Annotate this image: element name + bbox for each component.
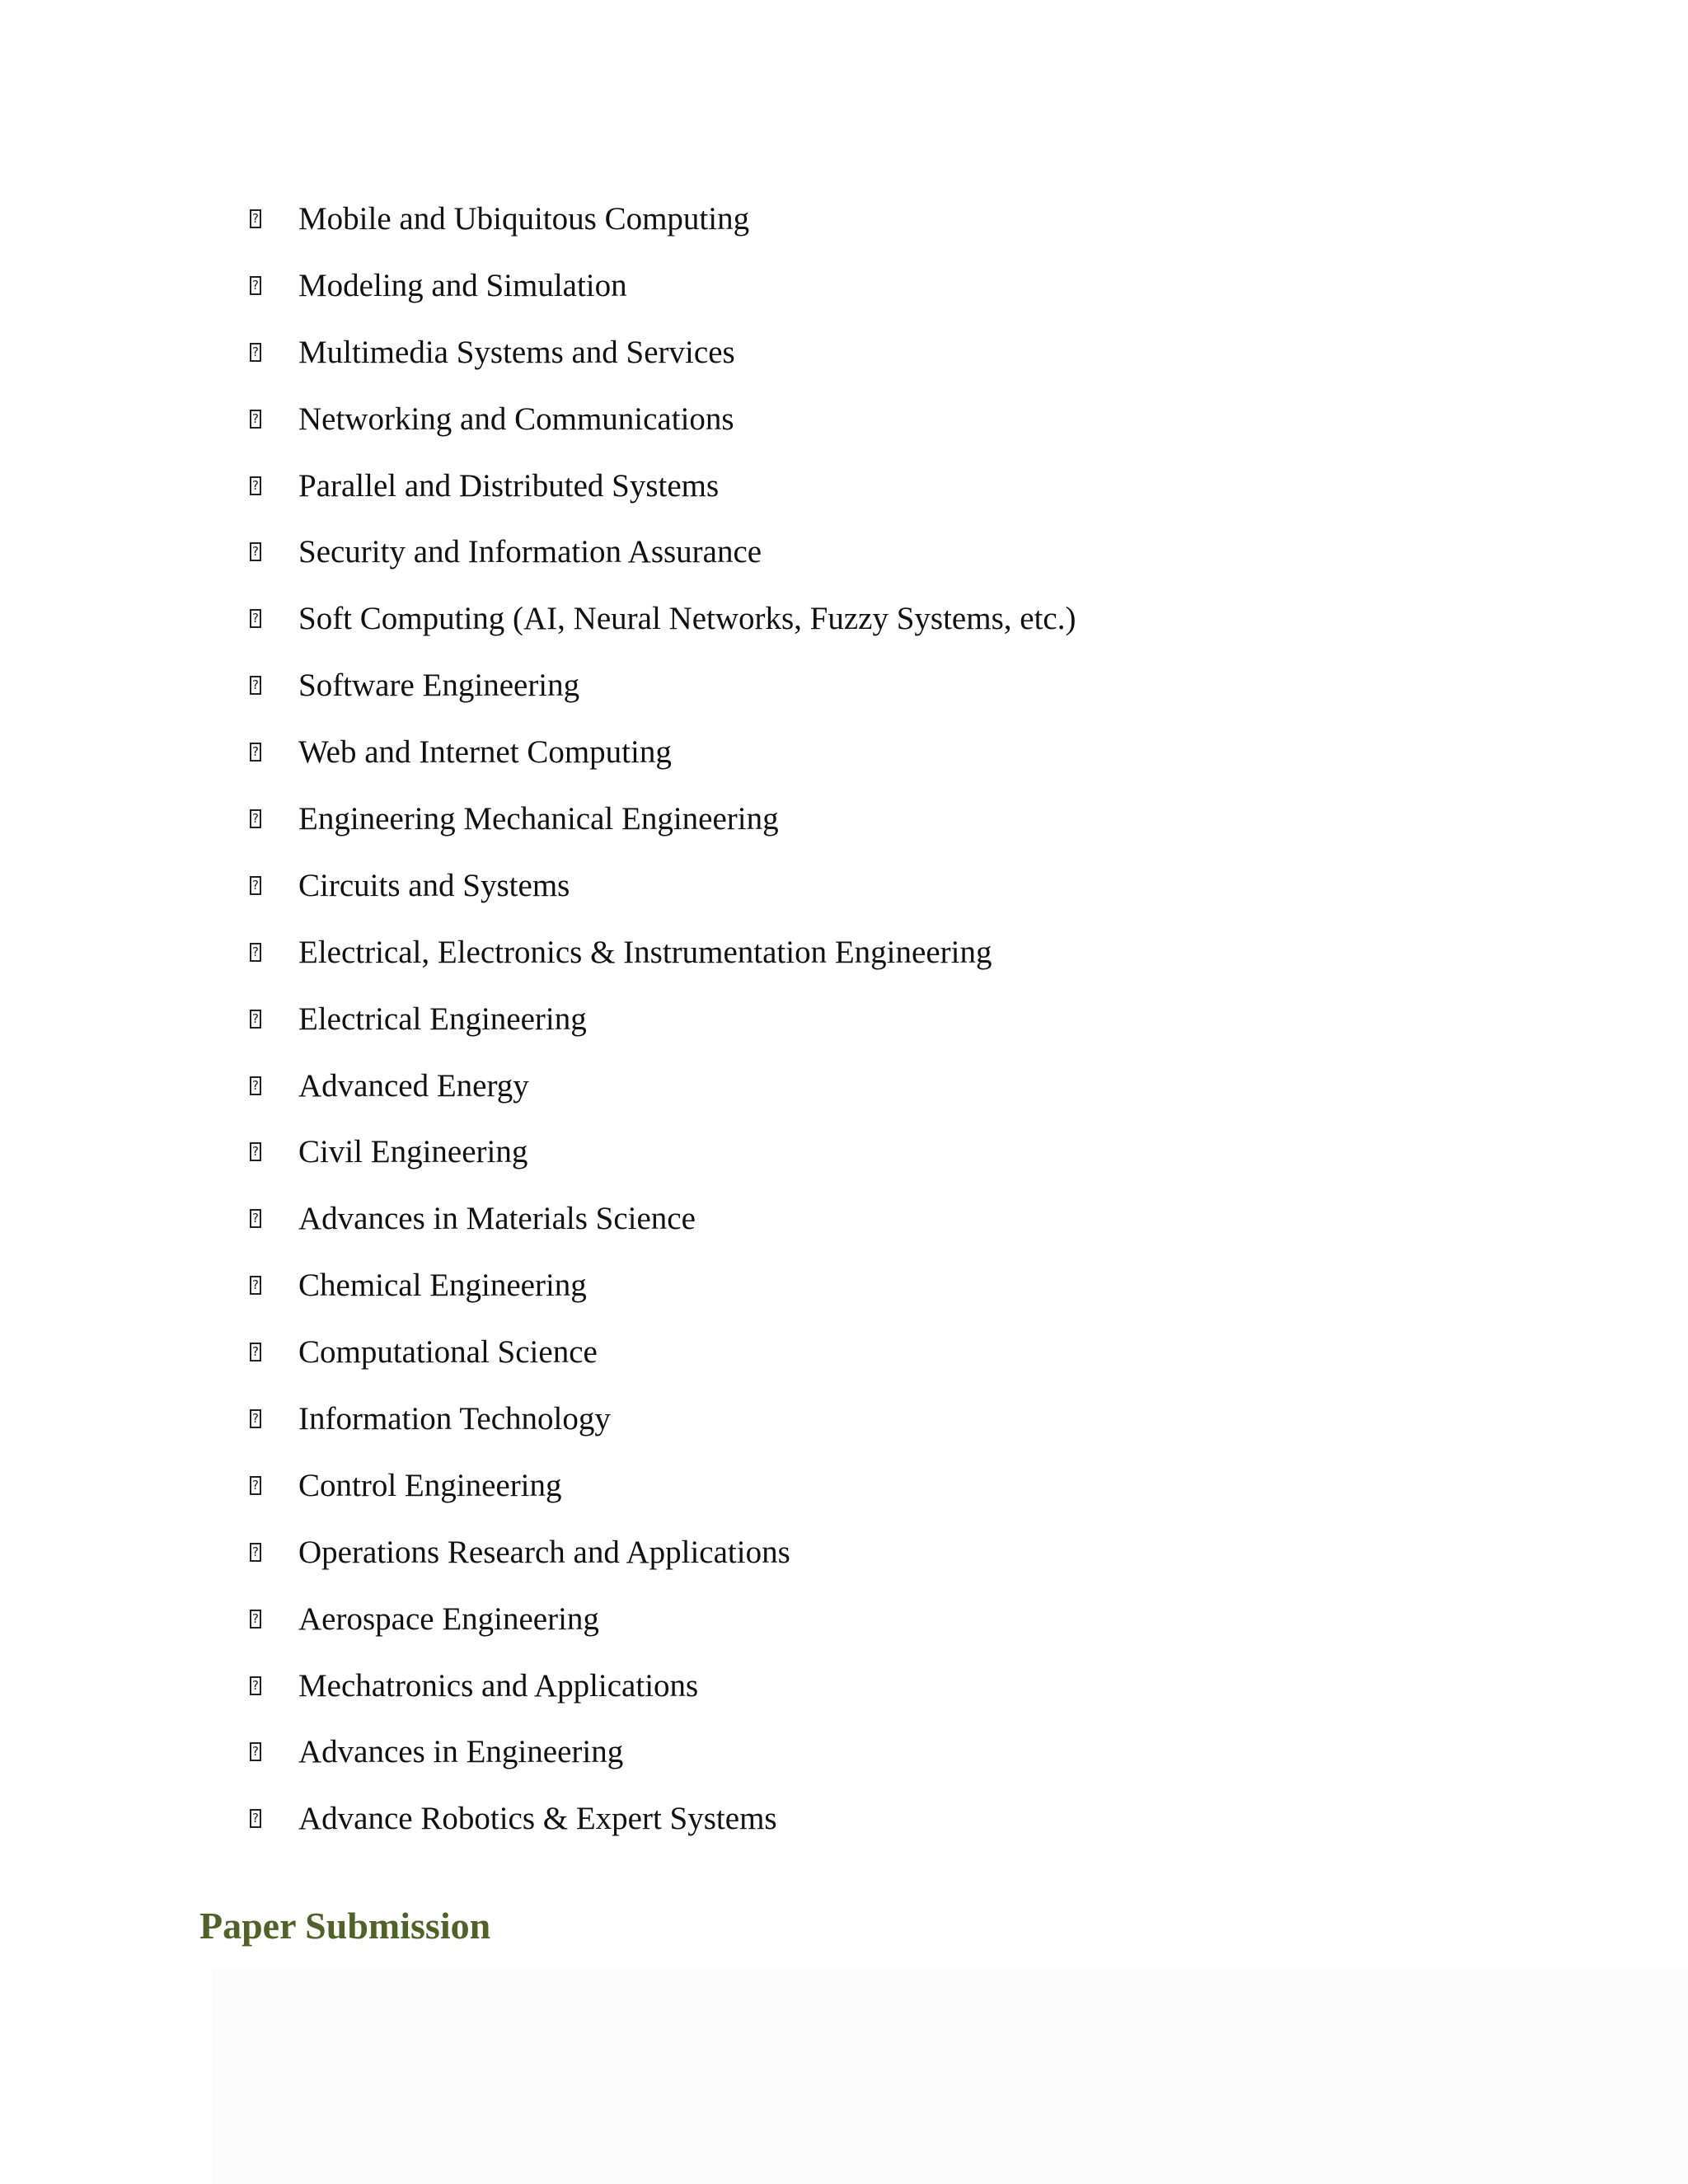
list-item-label: Software Engineering xyxy=(298,668,580,704)
list-item xyxy=(0,190,1688,257)
bullet-icon: ? xyxy=(250,1010,261,1029)
bullet-icon: ? xyxy=(250,542,261,561)
list-item-label: Electrical Engineering xyxy=(298,1001,587,1037)
list-item xyxy=(0,1190,1688,1257)
content-panel xyxy=(212,1967,1688,2184)
bullet-icon: ? xyxy=(250,1076,261,1095)
list-item-label: Computational Science xyxy=(298,1334,598,1371)
bullet-icon: ? xyxy=(250,209,261,228)
list-item-label: Electrical, Electronics & Instrumentation Engineering xyxy=(298,934,992,970)
list-item xyxy=(0,1723,1688,1790)
list-item xyxy=(0,790,1688,857)
list-item-label: Soft Computing (AI, Neural Networks, Fuzzy Systems, etc.) xyxy=(298,601,1076,637)
list-item xyxy=(0,1390,1688,1457)
list-item xyxy=(0,724,1688,790)
bullet-icon: ? xyxy=(250,476,261,495)
list-item xyxy=(0,1657,1688,1724)
bullet-icon: ? xyxy=(250,1142,261,1161)
list-item-label: Networking and Communications xyxy=(298,401,734,437)
list-item xyxy=(0,590,1688,657)
list-item xyxy=(0,391,1688,457)
list-item xyxy=(0,457,1688,524)
bullet-icon: ? xyxy=(250,1543,261,1562)
list-item xyxy=(0,1457,1688,1524)
bullet-icon: ? xyxy=(250,1409,261,1428)
list-item xyxy=(0,257,1688,324)
list-item-label: Multimedia Systems and Services xyxy=(298,334,735,370)
list-item xyxy=(0,1123,1688,1190)
bullet-icon: ? xyxy=(250,1276,261,1295)
bullet-icon: ? xyxy=(250,410,261,429)
list-item xyxy=(0,1790,1688,1857)
list-item-label: Chemical Engineering xyxy=(298,1268,587,1304)
bullet-icon: ? xyxy=(250,809,261,828)
list-item xyxy=(0,1257,1688,1324)
list-item xyxy=(0,1524,1688,1591)
list-item-label: Advanced Energy xyxy=(298,1067,529,1104)
topic-list xyxy=(0,190,1688,1857)
list-item-label: Modeling and Simulation xyxy=(298,267,627,303)
list-item xyxy=(0,924,1688,991)
bullet-icon: ? xyxy=(250,676,261,695)
bullet-icon: ? xyxy=(250,1676,261,1695)
bullet-icon: ? xyxy=(250,276,261,295)
list-item-label: Advances in Engineering xyxy=(298,1734,624,1770)
list-item-label: Operations Research and Applications xyxy=(298,1534,790,1570)
bullet-icon: ? xyxy=(250,1742,261,1761)
bullet-icon: ? xyxy=(250,1610,261,1629)
list-item xyxy=(0,1324,1688,1390)
bullet-icon: ? xyxy=(250,609,261,628)
list-item-label: Mechatronics and Applications xyxy=(298,1667,699,1704)
bullet-icon: ? xyxy=(250,943,261,962)
list-item-label: Circuits and Systems xyxy=(298,867,570,903)
list-item xyxy=(0,991,1688,1057)
list-item-label: Engineering Mechanical Engineering xyxy=(298,801,779,837)
list-item xyxy=(0,324,1688,391)
list-item-label: Advances in Materials Science xyxy=(298,1201,696,1237)
list-item-label: Web and Internet Computing xyxy=(298,734,672,771)
bullet-icon: ? xyxy=(250,743,261,762)
list-item xyxy=(0,1057,1688,1124)
list-item-label: Parallel and Distributed Systems xyxy=(298,467,720,504)
bullet-icon: ? xyxy=(250,1476,261,1495)
list-item xyxy=(0,857,1688,924)
bullet-icon: ? xyxy=(250,1343,261,1361)
bullet-icon: ? xyxy=(250,1209,261,1228)
list-item-label: Control Engineering xyxy=(298,1467,562,1503)
list-item xyxy=(0,523,1688,590)
paper-submission-heading: Paper Submission xyxy=(199,1905,491,1947)
list-item xyxy=(0,657,1688,724)
bullet-icon: ? xyxy=(250,876,261,895)
list-item-label: Mobile and Ubiquitous Computing xyxy=(298,201,750,237)
list-item-label: Information Technology xyxy=(298,1401,611,1437)
list-item-label: Advance Robotics & Expert Systems xyxy=(298,1801,777,1837)
list-item xyxy=(0,1591,1688,1657)
bullet-icon: ? xyxy=(250,343,261,362)
list-item-label: Aerospace Engineering xyxy=(298,1601,599,1637)
list-item-label: Security and Information Assurance xyxy=(298,534,762,570)
list-item-label: Civil Engineering xyxy=(298,1134,528,1170)
bullet-icon: ? xyxy=(250,1809,261,1828)
